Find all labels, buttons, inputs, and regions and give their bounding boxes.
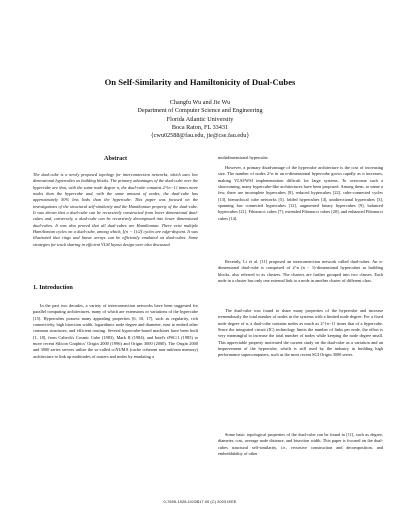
right-paragraph-3: Recently, Li et al. [11] proposed an interconnection network called dual-cubes. An n-dimensional dual-cube is comprised of 2^n (n − 1)-dimensional hypercubes as building blocks, also referred to as clusters. The clusters are further grouped into two classes. Each node in a cluster has only one external link to a node in another cluster of different class. (218, 259, 383, 284)
author-names: Changfu Wu and Jie Wu (169, 99, 231, 106)
abstract-body: The dual-cube is a newly proposed topology for interconnection networks, which uses low dimensional hypercubes as building blocks. The primary advantages of the dual-cube over the hypercube are that, with the same node degree n, the dual-cube contains 2^{n−1} times more nodes than the hypercube and, with the same amount of nodes, the dual-cube has approximately 50% less links than the hypercube. This paper was focused on the investigations of the structural self-similarity and the Hamiltonian property of the dual-cube. It was shown that a dual-cube can be recursively constructed from lower dimensional dual-cubes and, conversely, a dual-cube can be recursively decomposed into lower dimensional dual-cubes. It was also proved that all dual-cubes are Hamiltonian. There exist multiple Hamiltonian cycles on a dual-cube, among which, ⌊(n − 1)/2⌋ cycles are edge-disjoint. It was illustrated that rings and linear arrays can be efficiently emulated on dual-cubes. Some strategies for truck sharing in efficient VLSI layout design were also discussed. (33, 172, 198, 247)
introduction-body: In the past two decades, a variety of interconnection networks have been suggested for parallel computing architectures, many of which are extensions or variations of the hypercube [15]. Hypercubes possess many appealing properties [6, 10, 17], such as regularity, rich connectivity, high bisection width, logarithmic node degree and diameter, ease to embed other common structures, and efficient routing. Several hypercube-based machines have been built [1, 18], from Caltech's Cosmic Cube (1983), Mark II (1984), and Intel's iPSC/1 (1985) to more recent Silicon Graphics' Origin 2000 (1996) and Origin 3000 (2000). The Origin 2000 and 3000 series servers utilize the so-called ccNUMA (cache coherent non-uniform memory) architecture to link up multitudes of routers and nodes by emulating a (33, 303, 198, 359)
author-emails: {cwu02588@fau.edu, jie@cse.fau.edu} (150, 132, 250, 140)
right-paragraph-2: However, a primary disadvantage of the hypercube architecture is the cost of increasing size. The number of nodes 2^n in an n-dimensional hypercube grows rapidly as n increases, making VLSI/WSI implementation difficult for large systems. To overcome such a shortcoming, many hypercube-like architectures have been proposed. Among them, to name a few, there are incomplete hypercubes [8], reduced hypercubes [22], cube-connected cycles [13], hierarchical cube networks [5], folded hypercubes [4], unidirectional hypercubes [3], spanning bus connected hypercubes [12], augmented binary hypercubes [9], balanced hypercubes [21], Fibonacci cubes [7], extended Fibonacci cubes [20], and enhanced Fibonacci cubes [14]. (218, 165, 383, 221)
author-block (0, 99, 400, 140)
page-footer: 0-7695-1926-1/03/$17.00 (C) 2003 IEEE (163, 499, 237, 504)
affiliation-department: Department of Computer Science and Engineering (137, 107, 263, 115)
abstract-heading: Abstract (103, 155, 128, 162)
right-paragraph-5: Some basic topological properties of the dual-cube can be found in [11], such as degree, diameter, cost, average node distance, and bisection width. This paper is focused on the dual-cubes structural self-similarity, i.e., recursive construction and decomposition, and embeddability of other (218, 432, 383, 457)
affiliation-university: Florida Atlantic University (166, 115, 234, 123)
affiliation-address: Boca Raton, FL 33431 (171, 123, 229, 131)
right-paragraph-1: multidimensional hypercube. (218, 155, 269, 160)
right-paragraph-4: The dual-cube was found to share many properties of the hypercube and increase tremendously the total number of nodes in the systems with a limited node degree. For a fixed node degree of n, a dual-cube contains nodes as much as 2^{n−1} times that of a hypercube. Since the integrated circuit (IC) technology limits the number of links per node, the effort is very meaningful to increase the total number of nodes while keeping the node degree small. This appreciable property motivated the current study on the dual-cube as a variation and an improvement of the hypercube, which is still used by the industry in building high performance supercomputers, such as the most recent SGI Origin 3000 series. (218, 308, 383, 358)
paper-title: On Self-Similarity and Hamiltonicity of Dual-Cubes (104, 77, 296, 87)
introduction-heading: 1. Introduction (33, 284, 73, 291)
